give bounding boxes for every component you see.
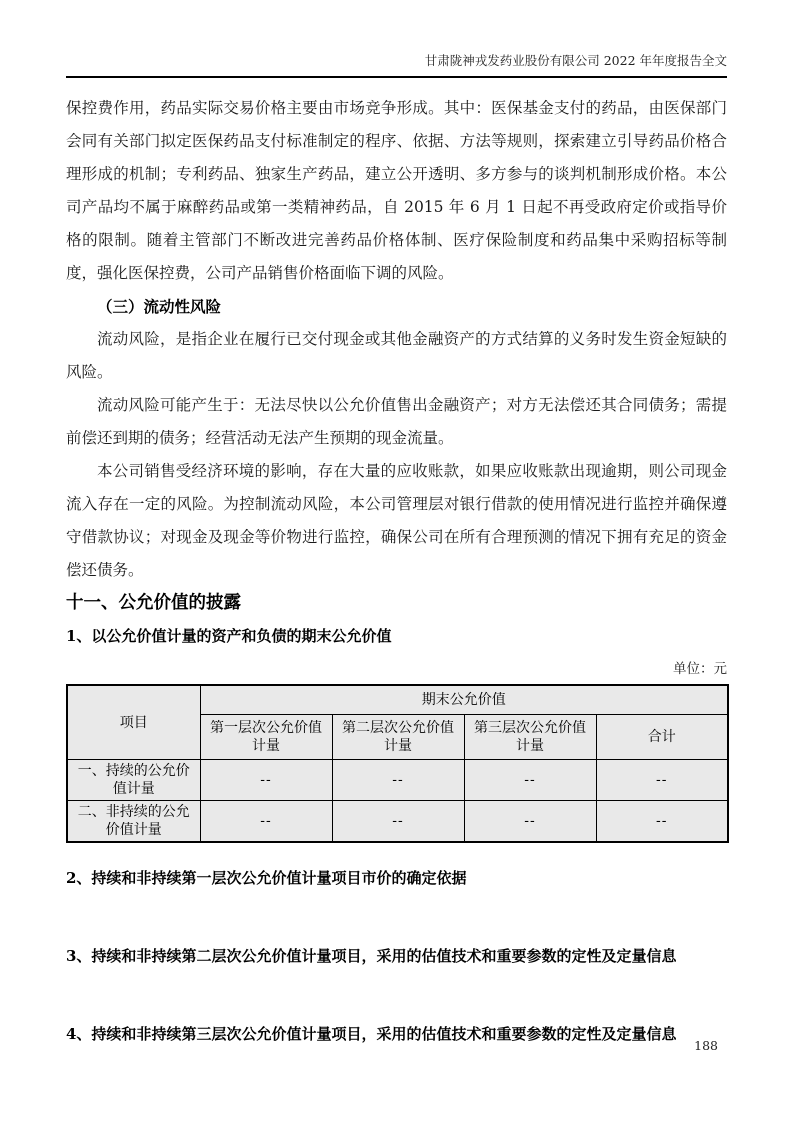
table-header-total: 合计 — [596, 715, 728, 760]
table-cell-value: -- — [464, 801, 596, 843]
table-cell-value: -- — [200, 760, 332, 801]
table-header-row-group — [67, 685, 728, 715]
table-row-label: 二、非持续的公允价值计量 — [67, 801, 200, 843]
table-header-level-3: 第三层次公允价值计量 — [464, 715, 596, 760]
table-header-level-1: 第一层次公允价值计量 — [200, 715, 332, 760]
page-content — [66, 92, 727, 1045]
table-row-continuous — [67, 760, 728, 801]
page-header — [66, 52, 727, 78]
header-title: 甘肃陇神戎发药业股份有限公司 2022 年年度报告全文 — [424, 53, 727, 68]
paragraph-price-risk: 保控费作用，药品实际交易价格主要由市场竞争形成。其中：医保基金支付的药品，由医保部门会同有关部门拟定医保药品支付标准制定的程序、依据、方法等规则，探索建立引导药品价格合理形成的机制；专利药品、独家生产药品，建立公开透明、多方参与的谈判机制形成价格。本公司产品均不属于麻醉药品或第一类精神药品，自 2015 年 6 月 1 日起不再受政府定价或指导价格的限制。随着主管部门不断改进完善药品价格体制、医疗保险制度和药品集中采购招标等制度，强化医保控费，公司产品销售价格面临下调的风险。 — [66, 99, 727, 282]
heading-item-4: 4、持续和非持续第三层次公允价值计量项目，采用的估值技术和重要参数的定性及定量信息 — [66, 1025, 677, 1043]
paragraph-liquidity-definition: 流动风险，是指企业在履行已交付现金或其他金融资产的方式结算的义务时发生资金短缺的风险。 — [66, 330, 727, 381]
fair-value-table — [66, 684, 729, 843]
table-header-period-end-fair-value: 期末公允价值 — [200, 685, 728, 715]
heading-item-1: 1、以公允价值计量的资产和负债的期末公允价值 — [66, 627, 392, 645]
unit-label: 单位：元 — [673, 661, 727, 677]
heading-section-11: 十一、公允价值的披露 — [66, 593, 241, 613]
table-cell-value: -- — [596, 801, 728, 843]
table-cell-value: -- — [596, 760, 728, 801]
page-number: 188 — [694, 1038, 718, 1053]
table-cell-value: -- — [332, 760, 464, 801]
heading-liquidity-risk: （三）流动性风险 — [97, 297, 222, 316]
table-cell-value: -- — [464, 760, 596, 801]
table-cell-value: -- — [332, 801, 464, 843]
paragraph-liquidity-causes: 流动风险可能产生于：无法尽快以公允价值售出金融资产；对方无法偿还其合同债务；需提前偿还到期的债务；经营活动无法产生预期的现金流量。 — [66, 396, 727, 447]
table-header-item: 项目 — [67, 685, 200, 760]
heading-item-3: 3、持续和非持续第二层次公允价值计量项目，采用的估值技术和重要参数的定性及定量信息 — [66, 947, 677, 965]
table-row-non-continuous — [67, 801, 728, 843]
table-row-label: 一、持续的公允价值计量 — [67, 760, 200, 801]
paragraph-liquidity-control: 本公司销售受经济环境的影响，存在大量的应收账款，如果应收账款出现逾期，则公司现金流入存在一定的风险。为控制流动风险，本公司管理层对银行借款的使用情况进行监控并确保遵守借款协议；对现金及现金等价物进行监控，确保公司在所有合理预测的情况下拥有充足的资金偿还债务。 — [66, 462, 727, 579]
heading-item-2: 2、持续和非持续第一层次公允价值计量项目市价的确定依据 — [66, 869, 467, 887]
table-cell-value: -- — [200, 801, 332, 843]
table-header-level-2: 第二层次公允价值计量 — [332, 715, 464, 760]
